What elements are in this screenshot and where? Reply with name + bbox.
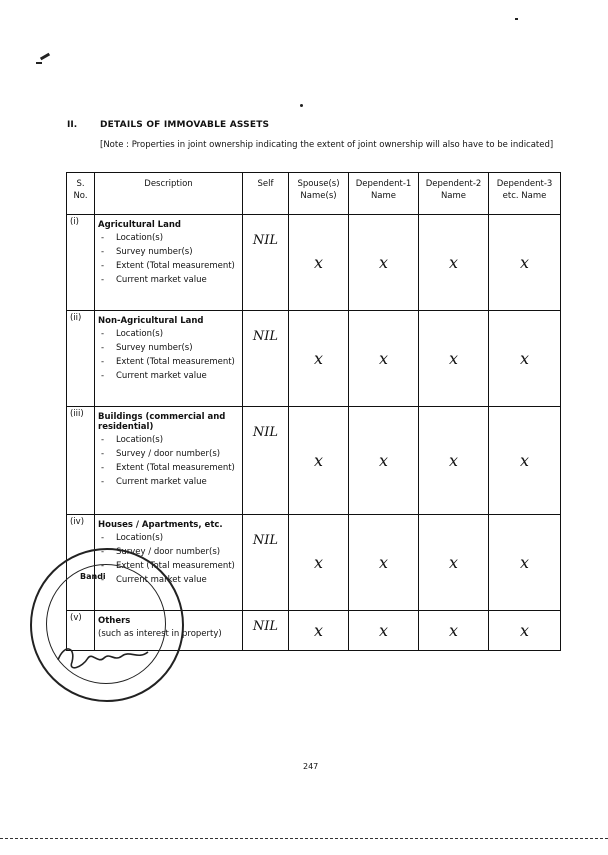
row-description [95, 215, 243, 311]
row-spouse: x [289, 515, 349, 611]
section-note: [Note : Properties in joint ownership indicating the extent of joint ownership will also have to be indicated] [100, 140, 554, 150]
row-dependent-3: x [489, 311, 561, 407]
row-items [98, 435, 239, 488]
row-sno: (iii) [67, 407, 95, 515]
scan-speck [515, 18, 518, 20]
row-spouse: x [289, 611, 349, 651]
signature-icon [52, 638, 162, 678]
header-dependent-2: Dependent-2 Name [419, 173, 489, 215]
row-item: - Location(s) [98, 533, 239, 544]
section-number: II. [67, 120, 78, 130]
row-item: - Current market value [98, 575, 239, 586]
row-self: NIL [243, 407, 289, 515]
row-self: NIL [243, 515, 289, 611]
header-description: Description [95, 173, 243, 215]
row-item: - Location(s) [98, 233, 239, 244]
row-item: - Current market value [98, 371, 239, 382]
stamp-text: Bandi [80, 572, 106, 581]
row-dependent-2: x [419, 311, 489, 407]
scan-footer-line [0, 838, 608, 841]
row-spouse: x [289, 407, 349, 515]
row-dependent-2: x [419, 215, 489, 311]
row-spouse: x [289, 311, 349, 407]
header-spouse: Spouse(s) Name(s) [289, 173, 349, 215]
row-dependent-3: x [489, 611, 561, 651]
row-item: - Survey / door number(s) [98, 449, 239, 460]
row-item: - Survey number(s) [98, 247, 239, 258]
row-dependent-1: x [349, 215, 419, 311]
row-category: Non-Agricultural Land [98, 316, 204, 326]
official-stamp [30, 548, 184, 702]
row-item: - Extent (Total measurement) [98, 463, 239, 474]
row-dependent-3: x [489, 515, 561, 611]
row-sno: (ii) [67, 311, 95, 407]
row-items [98, 233, 239, 286]
row-item: - Survey number(s) [98, 343, 239, 354]
row-item: - Extent (Total measurement) [98, 261, 239, 272]
row-self: NIL [243, 311, 289, 407]
row-dependent-3: x [489, 407, 561, 515]
scan-speck [300, 104, 303, 107]
row-self: NIL [243, 215, 289, 311]
page-number: 247 [303, 762, 319, 771]
row-dependent-2: x [419, 611, 489, 651]
row-dependent-1: x [349, 311, 419, 407]
row-dependent-1: x [349, 407, 419, 515]
row-items [98, 329, 239, 382]
row-item: - Location(s) [98, 329, 239, 340]
row-item: - Current market value [98, 275, 239, 286]
row-sno: (i) [67, 215, 95, 311]
table-row [67, 407, 561, 515]
row-subtitle: (such as interest in property) [98, 629, 222, 639]
scan-speck [40, 53, 50, 61]
row-dependent-2: x [419, 407, 489, 515]
table-row [67, 215, 561, 311]
table-header-row [67, 173, 561, 215]
row-item: - Extent (Total measurement) [98, 561, 239, 572]
row-category: Houses / Apartments, etc. [98, 520, 223, 530]
row-category: Others [98, 616, 131, 626]
row-description [95, 407, 243, 515]
row-item: - Location(s) [98, 435, 239, 446]
row-item: - Survey / door number(s) [98, 547, 239, 558]
row-category: Buildings (commercial and residential) [98, 412, 226, 432]
row-dependent-3: x [489, 215, 561, 311]
table-row [67, 311, 561, 407]
row-spouse: x [289, 215, 349, 311]
row-dependent-1: x [349, 611, 419, 651]
header-sno: S. No. [67, 173, 95, 215]
row-sno: (iv) [67, 515, 95, 611]
header-dependent-1: Dependent-1 Name [349, 173, 419, 215]
row-dependent-2: x [419, 515, 489, 611]
row-item: - Current market value [98, 477, 239, 488]
row-self: NIL [243, 611, 289, 651]
header-self: Self [243, 173, 289, 215]
row-category: Agricultural Land [98, 220, 181, 230]
row-dependent-1: x [349, 515, 419, 611]
row-sno: (v) [67, 611, 95, 651]
row-item: - Extent (Total measurement) [98, 357, 239, 368]
section-title: DETAILS OF IMMOVABLE ASSETS [100, 120, 270, 130]
header-dependent-3: Dependent-3 etc. Name [489, 173, 561, 215]
scan-speck [36, 62, 42, 64]
row-description [95, 311, 243, 407]
